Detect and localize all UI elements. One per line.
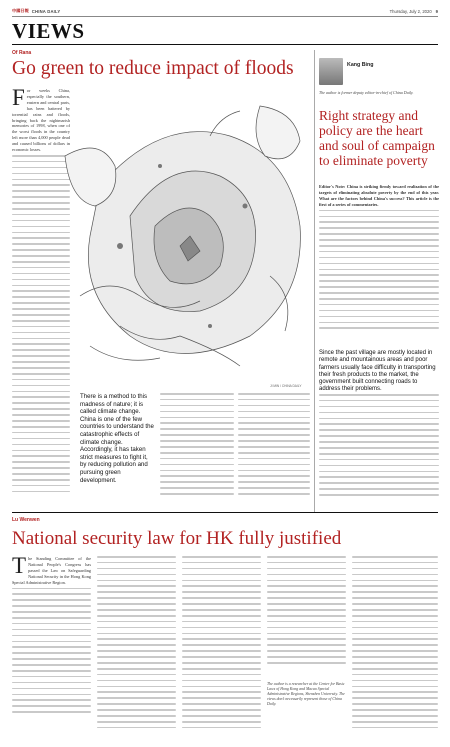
- china-daily-logo: 中國日報: [12, 8, 29, 13]
- article2-author-note: The author is a researcher at the Center for Basic Laws of Hong Kong and Macao Special Administrative Regions, Shenzhen University. The views don't necessarily represent those of China Daily.: [267, 682, 345, 706]
- article2-column-2: [97, 556, 176, 740]
- article1-column-4: [238, 393, 310, 505]
- climate-illustration: [60, 96, 310, 374]
- sidebar-headline[interactable]: Right strategy and policy are the heart and soul of campaign to eliminate poverty: [319, 108, 435, 168]
- sidebar-author-bio: The author is former deputy editor-in-chief of China Daily.: [319, 90, 414, 95]
- section-title: VIEWS: [12, 19, 85, 43]
- article2-lead: he Standing Committee of the National People's Congress has passed the Law on Safeguarding National Security in the Hong Kong Special Administrative Region.: [12, 556, 91, 585]
- article2-byline: Lu Wenwen: [12, 517, 40, 523]
- article1-column-3: [160, 393, 234, 505]
- article1-headline[interactable]: Go green to reduce impact of floods: [12, 58, 294, 79]
- sidebar-divider: [314, 50, 315, 512]
- article1-pull-quote: There is a method to this madness of nature; it is called climate change. China is one of the few countries to understand the catastrophic effects of climate change. Accordingly, it has taken strict measures to fight it, by reducing pollution and pursuing green development.: [80, 393, 154, 484]
- article-divider: [12, 512, 438, 513]
- section-rule: [12, 44, 438, 45]
- page-number: 9: [435, 8, 438, 14]
- article2-headline[interactable]: National security law for HK fully justified: [12, 528, 342, 549]
- sidebar-text-bottom: [319, 394, 439, 508]
- article2-column-5: [352, 556, 438, 740]
- masthead-rule: [12, 16, 438, 17]
- sidebar-text-top: [319, 184, 439, 344]
- masthead: [12, 6, 438, 16]
- author-photo: [319, 58, 343, 85]
- sidebar-author-name: Kang Bing: [347, 62, 374, 68]
- sidebar-pull-quote: Since the past village are mostly located in remote and mountainous areas and poor farmers usually face difficulty in transporting their fresh products to the market, the government built connecting roads to address their problems.: [319, 350, 436, 393]
- article1-byline: Of Rana: [12, 50, 32, 56]
- article2-column-1: [12, 556, 91, 740]
- drop-cap: F: [12, 88, 25, 110]
- article2-column-4: [267, 556, 346, 676]
- drop-cap-2: T: [12, 556, 27, 578]
- article2-column-3: [182, 556, 261, 740]
- article1-lead: or weeks China, especially the southern, eastern and central parts, has been battered by torrential rains and floods, bringing back the nightmarish memories of 1998, when one of the worst floods in the country left more than 4,000 people dead and caused billions of dollars in economic losses.: [12, 88, 70, 153]
- photo-credit: JI MIN / CHINA DAILY: [270, 384, 302, 388]
- issue-date: Thursday, July 2, 2020: [389, 8, 432, 14]
- sidebar-editors-note: Editor's Note: China is striking firmly toward realization of the targets of eliminating absolute poverty by the end of this year. What are the factors behind China's success? This article is the first of a series of commentaries.: [319, 184, 439, 207]
- paper-name: CHINA DAILY: [31, 8, 61, 14]
